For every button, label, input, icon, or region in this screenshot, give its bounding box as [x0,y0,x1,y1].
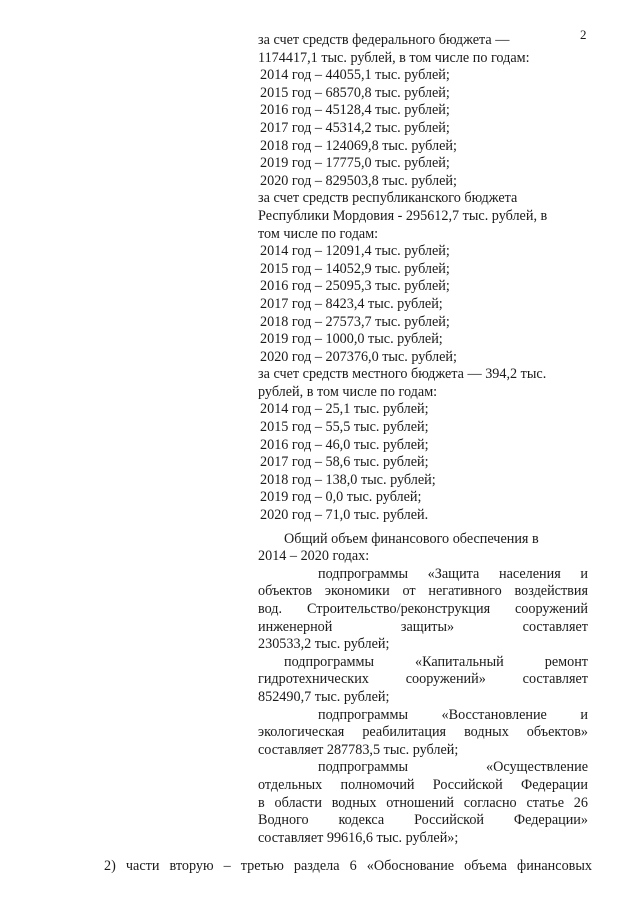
republic-year-line: 2019 год – 1000,0 тыс. рублей; [260,331,443,348]
sub2-line-1: подпрограммы «Капитальный ремонт [284,653,588,670]
local-line-1: за счет средств местного бюджета — 394,2 тыс. [258,366,547,383]
local-year-line: 2018 год – 138,0 тыс. рублей; [260,471,436,488]
republic-year-line: 2018 год – 27573,7 тыс. рублей; [260,313,450,330]
sub2-line-2: гидротехнических сооружений» составляет [258,671,588,688]
sub4-line-1: подпрограммы «Осуществление [318,759,588,776]
local-line-2: рублей, в том числе по годам: [258,383,438,400]
federal-year-line: 2014 год – 44055,1 тыс. рублей; [260,67,450,84]
local-year-line: 2016 год – 46,0 тыс. рублей; [260,436,429,453]
sub2-line-3: 852490,7 тыс. рублей; [258,688,390,705]
republic-line-2: Республики Мордовия - 295612,7 тыс. рублей, в [258,207,548,224]
sub1-line-1: подпрограммы «Защита населения и [318,565,588,582]
sub4-line-5: составляет 99616,6 тыс. рублей»; [258,829,459,846]
sub1-line-5: 230533,2 тыс. рублей; [258,636,390,653]
federal-year-line: 2020 год – 829503,8 тыс. рублей; [260,172,457,189]
federal-year-line: 2015 год – 68570,8 тыс. рублей; [260,84,450,101]
local-year-line: 2014 год – 25,1 тыс. рублей; [260,401,429,418]
republic-line-1: за счет средств республиканского бюджета [258,190,518,207]
republic-year-line: 2017 год – 8423,4 тыс. рублей; [260,295,443,312]
federal-year-line: 2018 год – 124069,8 тыс. рублей; [260,137,457,154]
sub3-line-1: подпрограммы «Восстановление и [318,706,588,723]
local-year-line: 2015 год – 55,5 тыс. рублей; [260,419,429,436]
sub1-line-4: инженерной защиты» составляет [258,618,588,635]
republic-year-line: 2015 год – 14052,9 тыс. рублей; [260,260,450,277]
funding-text-column [258,32,588,847]
local-year-line: 2020 год – 71,0 тыс. рублей. [260,507,429,524]
republic-line-3: том числе по годам: [258,225,379,242]
total-line-2: 2014 – 2020 годах: [258,548,370,565]
federal-year-line: 2016 год – 45128,4 тыс. рублей; [260,102,450,119]
sub1-line-3: вод. Строительство/реконструкция сооружений [258,601,588,617]
page-number: 2 [580,27,587,42]
sub4-line-4: Водного кодекса Российской Федерации» [258,812,588,829]
federal-line-1: за счет средств федерального бюджета — [258,32,510,48]
republic-year-line: 2020 год – 207376,0 тыс. рублей; [260,348,457,365]
federal-year-line: 2019 год – 17775,0 тыс. рублей; [260,155,450,172]
sub3-line-2: экологическая реабилитация водных объектов» [258,724,588,741]
federal-year-line: 2017 год – 45314,2 тыс. рублей; [260,119,450,136]
federal-line-2: 1174417,1 тыс. рублей, в том числе по годам: [258,49,530,66]
republic-year-line: 2014 год – 12091,4 тыс. рублей; [260,243,450,260]
sub3-line-3: составляет 287783,5 тыс. рублей; [258,741,459,758]
total-line-1: Общий объем финансового обеспечения в [284,530,539,547]
republic-year-line: 2016 год – 25095,3 тыс. рублей; [260,278,450,295]
sub1-line-2: объектов экономики от негативного воздействия [258,583,588,600]
sub4-line-3: в области водных отношений согласно статье 26 [258,794,588,811]
amendment-line: 2) части вторую – третью раздела 6 «Обоснование объема финансовых [104,858,592,874]
local-year-line: 2017 год – 58,6 тыс. рублей; [260,454,429,471]
sub4-line-2: отдельных полномочий Российской Федерации [258,776,588,793]
local-year-line: 2019 год – 0,0 тыс. рублей; [260,489,422,506]
